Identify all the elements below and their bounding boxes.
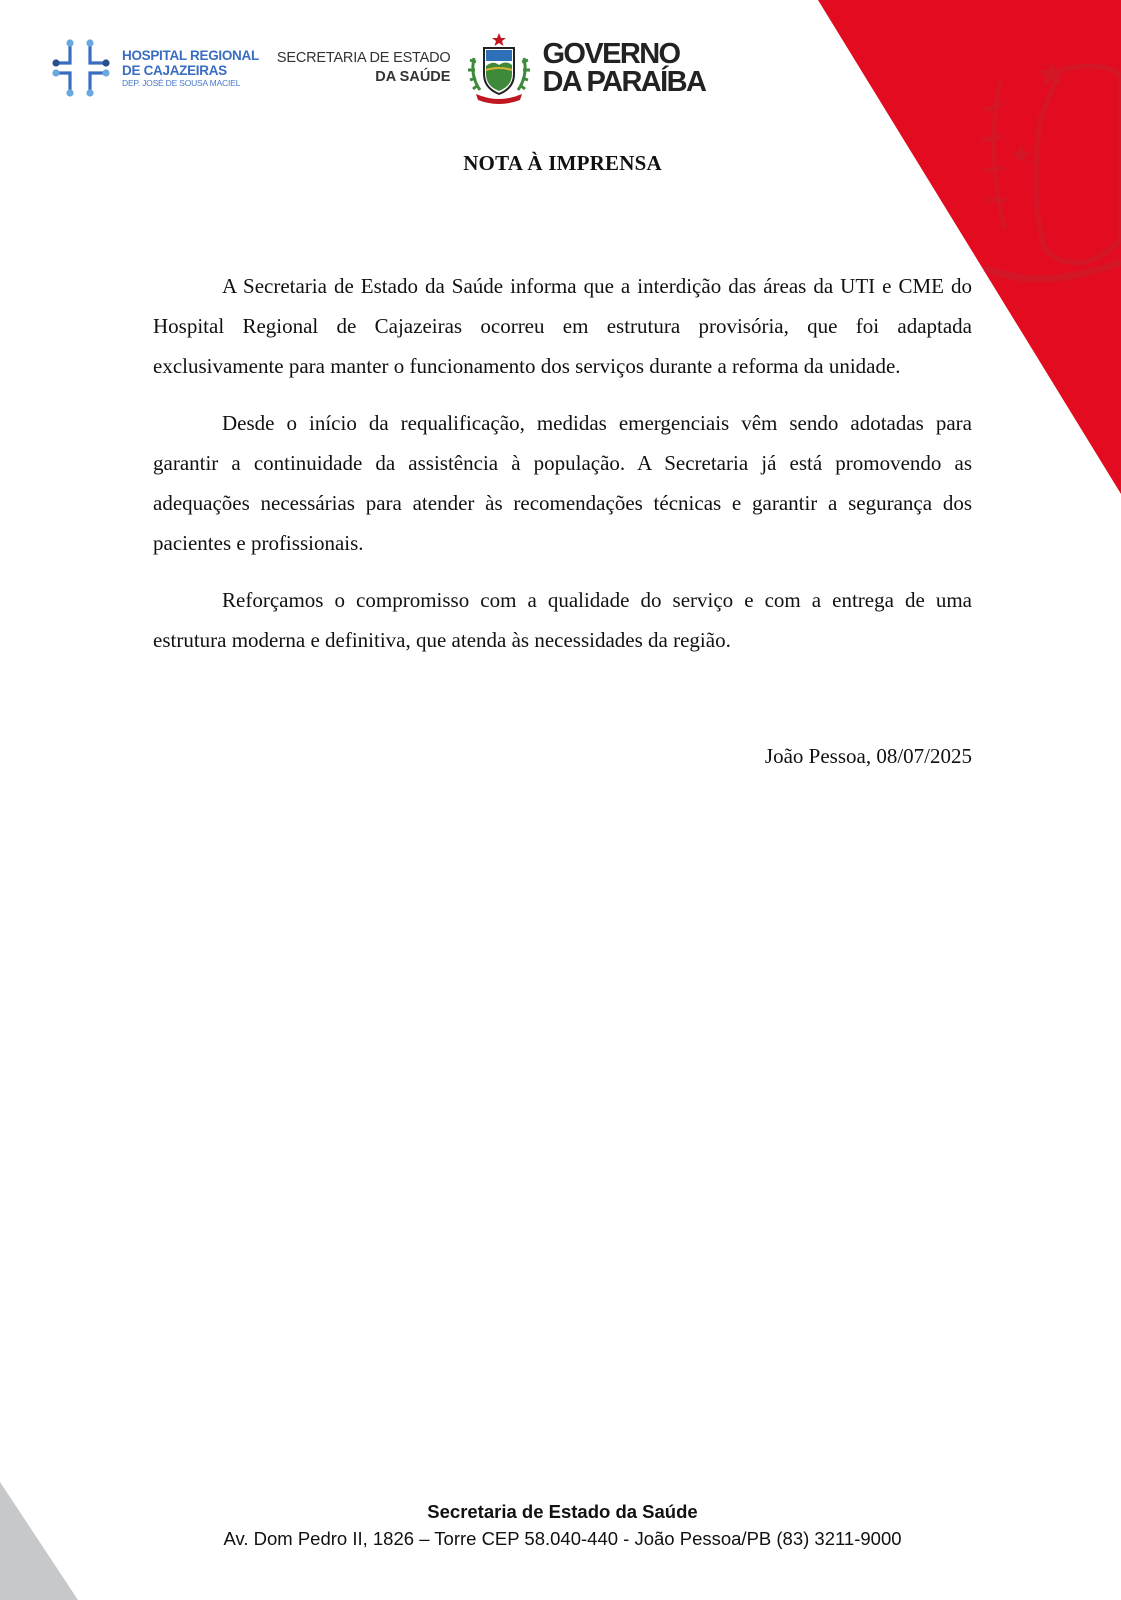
governo-line1: GOVERNO: [542, 38, 680, 70]
paragraph-1: A Secretaria de Estado da Saúde informa que a interdição das áreas da UTI e CME do Hospital Regional de Cajazeiras ocorreu em estrutura provisória, que foi adaptada exclusivamente para manter o funcionamento dos serviços durante a reforma da unidade.: [153, 274, 972, 378]
hospital-subtitle: DEP. JOSÉ DE SOUSA MACIEL: [122, 77, 241, 88]
document-title: NOTA À IMPRENSA: [463, 151, 662, 175]
hospital-name-line1: HOSPITAL REGIONAL: [122, 47, 259, 63]
paragraph-2: Desde o início da requalificação, medidas emergenciais vêm sendo adotadas para garantir a continuidade da assistência à população. A Secretaria já está promovendo as adequações necessárias para atender às recomendações técnicas e garantir a segurança dos pacientes e profissionais.: [153, 411, 972, 555]
hospital-name-line2: DE CAJAZEIRAS: [122, 62, 227, 78]
footer-title: Secretaria de Estado da Saúde: [427, 1501, 698, 1522]
secretaria-line1: SECRETARIA DE ESTADO: [276, 50, 451, 66]
hospital-logo: [52, 39, 259, 97]
secretaria-logo: [277, 49, 451, 87]
date-line: João Pessoa, 08/07/2025: [764, 744, 972, 768]
hospital-name: [122, 48, 259, 89]
document-body: [153, 266, 972, 677]
governo-logo: [542, 40, 705, 96]
letterhead: [52, 28, 705, 108]
paragraph-3: Reforçamos o compromisso com a qualidade do serviço e com a entrega de uma estrutura moderna e definitiva, que atenda às necessidades da região.: [153, 588, 972, 652]
footer: [0, 1498, 1121, 1552]
governo-line2: DA PARAÍBA: [542, 66, 706, 98]
footer-address: Av. Dom Pedro II, 1826 – Torre CEP 58.040-440 - João Pessoa/PB (83) 3211-9000: [223, 1528, 902, 1549]
paraiba-coat-of-arms-icon: [466, 32, 532, 104]
hospital-cross-icon: [52, 39, 110, 97]
secretaria-line2: DA SAÚDE: [375, 69, 451, 85]
